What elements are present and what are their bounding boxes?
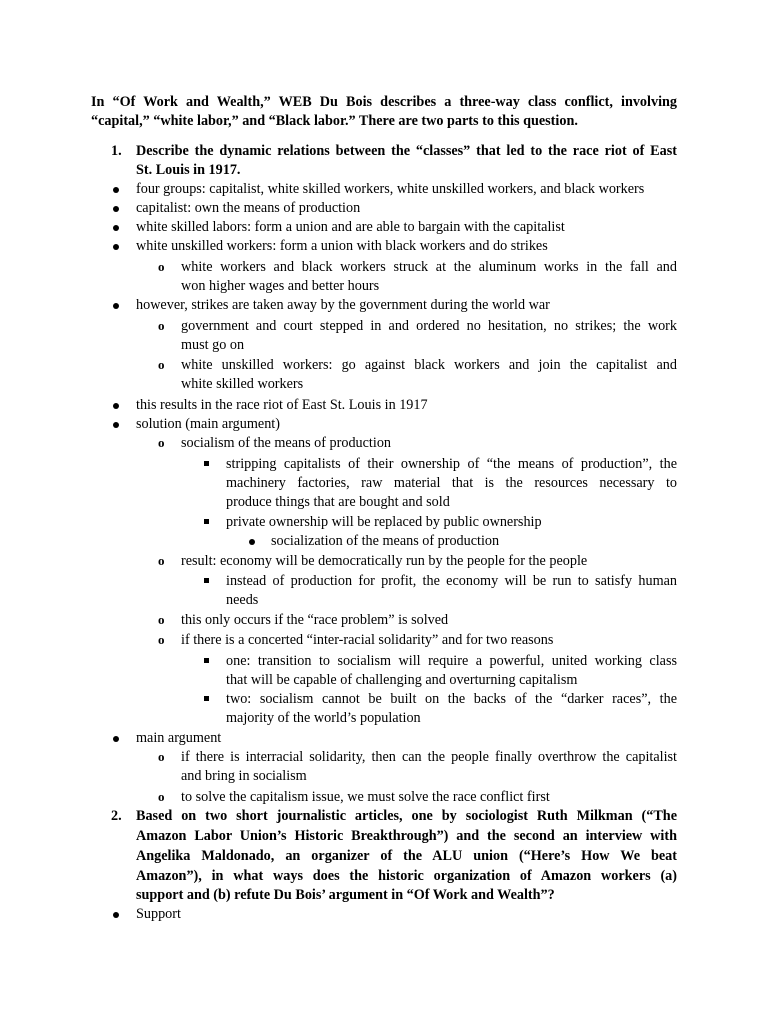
sub-solve-capitalism: to solve the capitalism issue, we must solve the race conflict first [181,789,550,805]
question-1-line-2: St. Louis in 1917. [136,162,241,178]
sub-solidarity: if there is a concerted “inter-racial solidarity” and for two reasons [181,632,554,648]
square-bullet-icon [204,658,209,663]
circle-bullet-icon: o [158,553,165,568]
square-bullet-icon [204,519,209,524]
sub-unskilled-line-1: white unskilled workers: go against black workers and join the capitalist and [181,357,677,373]
question-2-line-4: Amazon”), in what ways does the historic organization of Amazon workers (a) [136,868,677,884]
sub-one-line-1: one: transition to socialism will require a powerful, united working class [226,653,677,669]
square-bullet-icon [204,696,209,701]
bullet-icon [113,303,119,309]
question-1-line-1: Describe the dynamic relations between the “classes” that led to the race riot of East [136,143,677,159]
bullet-icon [113,912,119,918]
bullet-icon [113,244,119,250]
circle-bullet-icon: o [158,357,165,372]
sub-two-line-2: majority of the world’s population [226,710,421,726]
bullet-icon [113,187,119,193]
question-2-line-3: Angelika Maldonado, an organizer of the ALU union (“Here’s How We beat [136,848,677,864]
sub-interracial-line-2: and bring in socialism [181,768,307,784]
bullet-icon [113,206,119,212]
sub-unskilled-line-2: white skilled workers [181,376,304,392]
sub-private-ownership: private ownership will be replaced by public ownership [226,514,542,530]
sub-aluminum-line-1: white workers and black workers struck at the aluminum works in the fall and [181,259,677,275]
sub-one-line-2: that will be capable of challenging and overturning capitalism [226,672,578,688]
sub-socialization: socialization of the means of production [271,533,500,549]
bullet-icon [113,225,119,231]
sub-stripping-line-1: stripping capitalists of their ownership of “the means of production”, the [226,456,677,472]
bullet-icon [113,403,119,409]
bullet-white-unskilled: white unskilled workers: form a union with black workers and do strikes [136,238,548,254]
circle-bullet-icon: o [158,612,165,627]
bullet-capitalist: capitalist: own the means of production [136,200,361,216]
bullet-icon [249,539,255,545]
sub-aluminum-line-2: won higher wages and better hours [181,278,380,294]
question-2-number: 2. [111,808,122,824]
bullet-support: Support [136,906,181,922]
sub-stripping-line-2: machinery factories, raw material that is the resources necessary to [226,475,677,491]
question-2-line-2: Amazon Labor Union’s Historic Breakthrough”) and the second an interview with [136,828,677,844]
bullet-icon [113,422,119,428]
square-bullet-icon [204,461,209,466]
intro-line-1: In “Of Work and Wealth,” WEB Du Bois describes a three-way class conflict, involving [91,94,677,110]
bullet-main-argument: main argument [136,730,222,746]
bullet-strikes-taken: however, strikes are taken away by the government during the world war [136,297,550,313]
sub-stripping-line-3: produce things that are bought and sold [226,494,450,510]
square-bullet-icon [204,578,209,583]
question-1-number: 1. [111,143,122,159]
bullet-solution: solution (main argument) [136,416,280,432]
sub-instead-line-1: instead of production for profit, the economy will be run to satisfy human [226,573,677,589]
sub-government-line-2: must go on [181,337,245,353]
circle-bullet-icon: o [158,259,165,274]
question-2-line-1: Based on two short journalistic articles, one by sociologist Ruth Milkman (“The [136,808,677,824]
circle-bullet-icon: o [158,318,165,333]
bullet-white-skilled: white skilled labors: form a union and are able to bargain with the capitalist [136,219,565,235]
circle-bullet-icon: o [158,789,165,804]
sub-interracial-line-1: if there is interracial solidarity, then can the people finally overthrow the capitalist [181,749,677,765]
bullet-icon [113,736,119,742]
sub-government-line-1: government and court stepped in and ordered no hesitation, no strikes; the work [181,318,677,334]
sub-race-problem: this only occurs if the “race problem” is solved [181,612,449,628]
question-2-line-5: support and (b) refute Du Bois’ argument in “Of Work and Wealth”? [136,887,555,903]
circle-bullet-icon: o [158,749,165,764]
circle-bullet-icon: o [158,435,165,450]
sub-result: result: economy will be democratically run by the people for the people [181,553,588,569]
circle-bullet-icon: o [158,632,165,647]
bullet-race-riot: this results in the race riot of East St. Louis in 1917 [136,397,428,413]
sub-two-line-1: two: socialism cannot be built on the backs of the “darker races”, the [226,691,677,707]
sub-instead-line-2: needs [226,592,259,608]
sub-socialism: socialism of the means of production [181,435,392,451]
intro-line-2: “capital,” “white labor,” and “Black labor.” There are two parts to this question. [91,113,578,129]
bullet-four-groups: four groups: capitalist, white skilled workers, white unskilled workers, and black workers [136,181,645,197]
